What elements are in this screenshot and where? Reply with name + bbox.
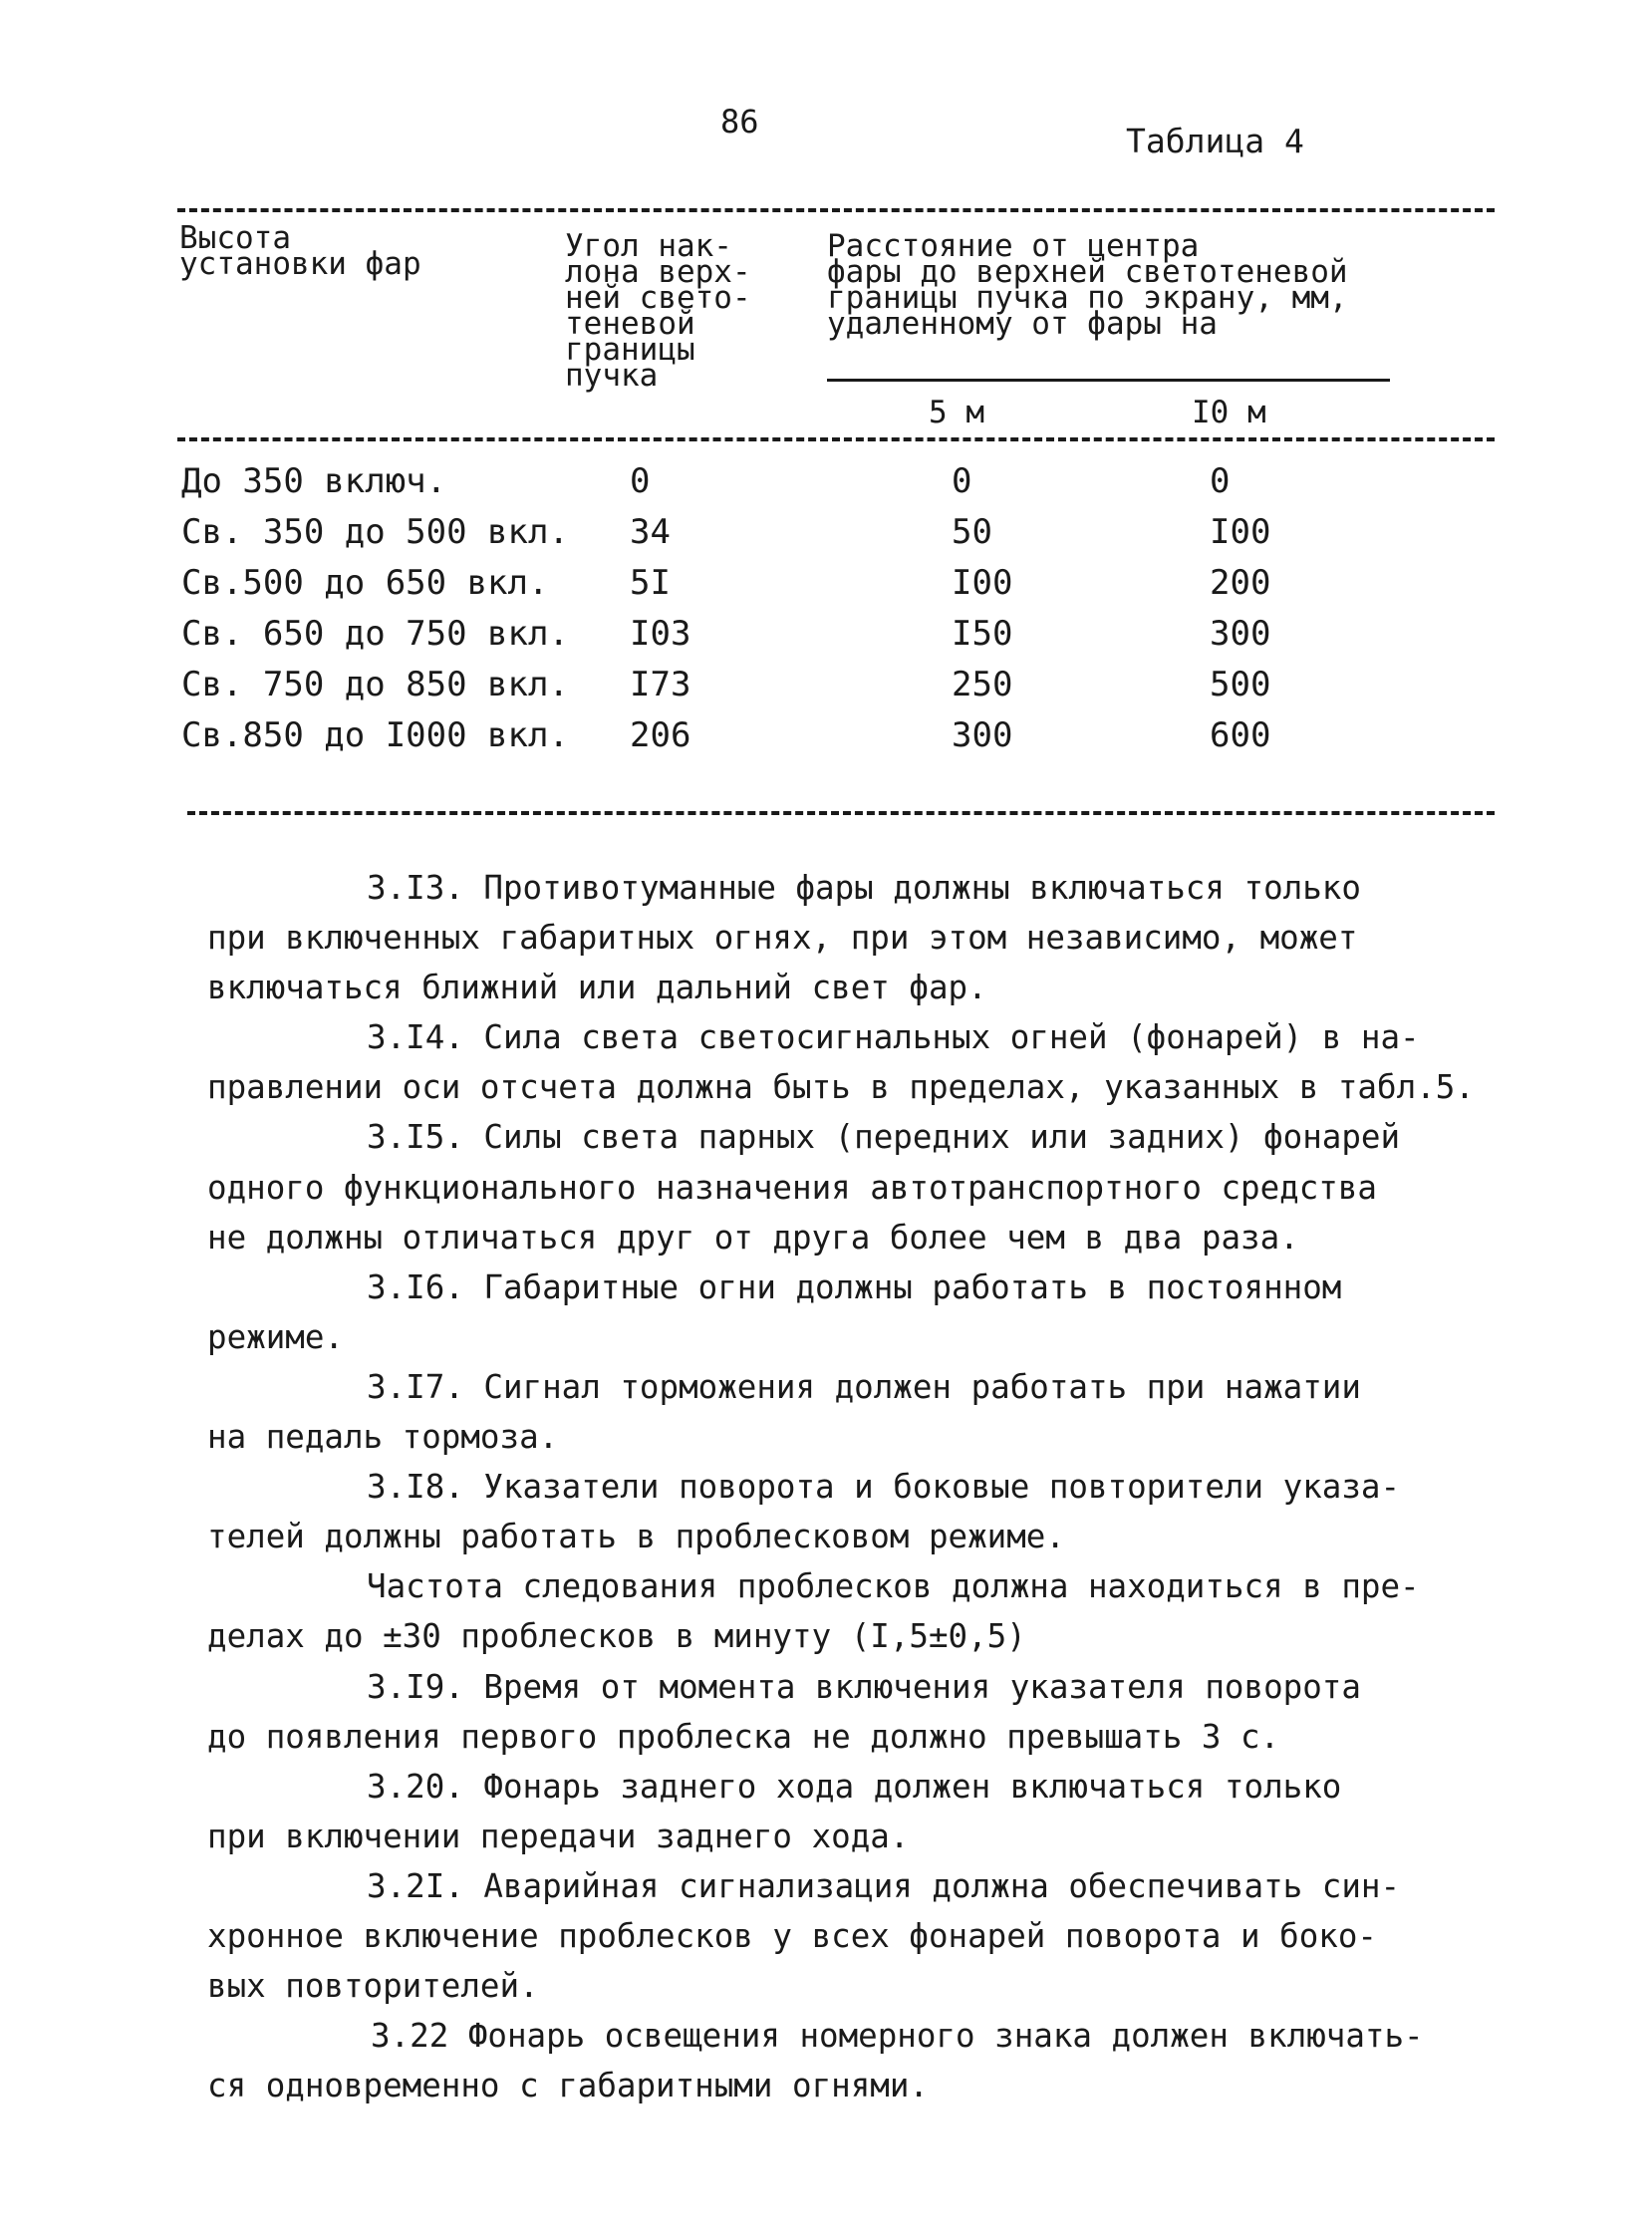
table-row [181,456,1437,507]
cell-height: Св. 750 до 850 вкл. [181,665,569,704]
cell-height: Св.500 до 650 вкл. [181,563,549,603]
paragraph-line: при включенных габаритных огнях, при этом независимо, может [207,919,1358,958]
cell-angle: 206 [630,715,691,755]
table-bottom-rule [187,811,1495,815]
paragraph-line: 3.I7. Сигнал торможения должен работать при нажатии [367,1367,1361,1406]
table-body [181,456,1437,761]
table-top-rule [177,208,1495,212]
cell-height: Св. 350 до 500 вкл. [181,512,569,552]
cell-angle: 0 [630,461,651,501]
cell-distance-5m: I00 [952,563,1013,603]
paragraph-line: 3.2I. Аварийная сигнализация должна обеспечивать син- [367,1866,1401,1905]
paragraph-line: 3.I4. Сила света светосигнальных огней (фонарей) в на- [367,1018,1420,1057]
table-caption: Таблица 4 [1126,122,1304,160]
cell-angle: 5I [630,563,671,603]
cell-angle: 34 [630,512,671,552]
header-distance: Расстояние от центра фары до верхней светотеневой границы пучка по экрану, мм, удаленному от фары на [827,228,1348,342]
paragraph-line: до появления первого проблеска не должно превышать 3 с. [207,1717,1280,1756]
paragraph-line: хронное включение проблесков у всех фонарей поворота и боко- [207,1916,1377,1955]
paragraph-line: ся одновременно с габаритными огнями. [207,2067,929,2105]
paragraph-line: 3.I8. Указатели поворота и боковые повторители указа- [367,1468,1401,1507]
paragraph-line: 3.I3. Противотуманные фары должны включаться только [367,869,1361,907]
header-subrule [827,379,1390,382]
page-number: 86 [720,103,759,140]
header-height: Высота установки фар [179,220,421,282]
cell-distance-5m: 250 [952,665,1013,704]
cell-angle: I03 [630,614,691,654]
paragraph-line: правлении оси отсчета должна быть в пределах, указанных в табл.5. [207,1068,1475,1107]
paragraph-line: 3.I5. Силы света парных (передних или задних) фонарей [367,1118,1401,1157]
table-row [181,660,1437,710]
cell-distance-10m: 0 [1210,461,1231,501]
paragraph-line: включаться ближний или дальний свет фар. [207,969,987,1007]
paragraph-line: не должны отличаться друг от друга более чем в два раза. [207,1218,1299,1257]
header-distance-10m: I0 м [1192,395,1266,430]
paragraph-line: на педаль тормоза. [207,1418,559,1457]
table-header-rule [177,437,1495,441]
paragraph-line: телей должны работать в проблесковом режиме. [207,1518,1065,1556]
paragraph-line: режиме. [207,1317,344,1356]
paragraph-line: Частота следования проблесков должна находиться в пре- [367,1567,1420,1606]
cell-distance-10m: 300 [1210,614,1271,654]
cell-distance-5m: 0 [952,461,972,501]
cell-distance-5m: I50 [952,614,1013,654]
paragraph-line: одного функционального назначения автотранспортного средства [207,1168,1377,1207]
cell-distance-5m: 300 [952,715,1013,755]
cell-height: Св.850 до I000 вкл. [181,715,569,755]
cell-distance-10m: 500 [1210,665,1271,704]
paragraph-line: вых повторителей. [207,1967,539,2006]
cell-distance-10m: I00 [1210,512,1271,552]
table-row [181,710,1437,761]
cell-height: Св. 650 до 750 вкл. [181,614,569,654]
cell-angle: I73 [630,665,691,704]
paragraph-line: 3.20. Фонарь заднего хода должен включаться только [367,1767,1342,1806]
cell-distance-10m: 600 [1210,715,1271,755]
table-row [181,609,1437,660]
paragraph-line: при включении передачи заднего хода. [207,1817,910,1855]
cell-distance-10m: 200 [1210,563,1271,603]
cell-height: До 350 включ. [181,461,447,501]
header-angle: Угол нак- лона верх- ней свето- теневой границы пучка [565,228,751,394]
table-row [181,507,1437,558]
cell-distance-5m: 50 [952,512,992,552]
paragraph-line: 3.22 Фонарь освещения номерного знака должен включать- [371,2017,1424,2056]
table-row [181,558,1437,609]
paragraph-line: 3.I9. Время от момента включения указателя поворота [367,1667,1361,1706]
header-distance-5m: 5 м [929,395,984,430]
paragraph-line: 3.I6. Габаритные огни должны работать в постоянном [367,1267,1342,1306]
body-text [207,863,1532,2110]
paragraph-line: делах до ±30 проблесков в минуту (I,5±0,5) [207,1617,1026,1656]
